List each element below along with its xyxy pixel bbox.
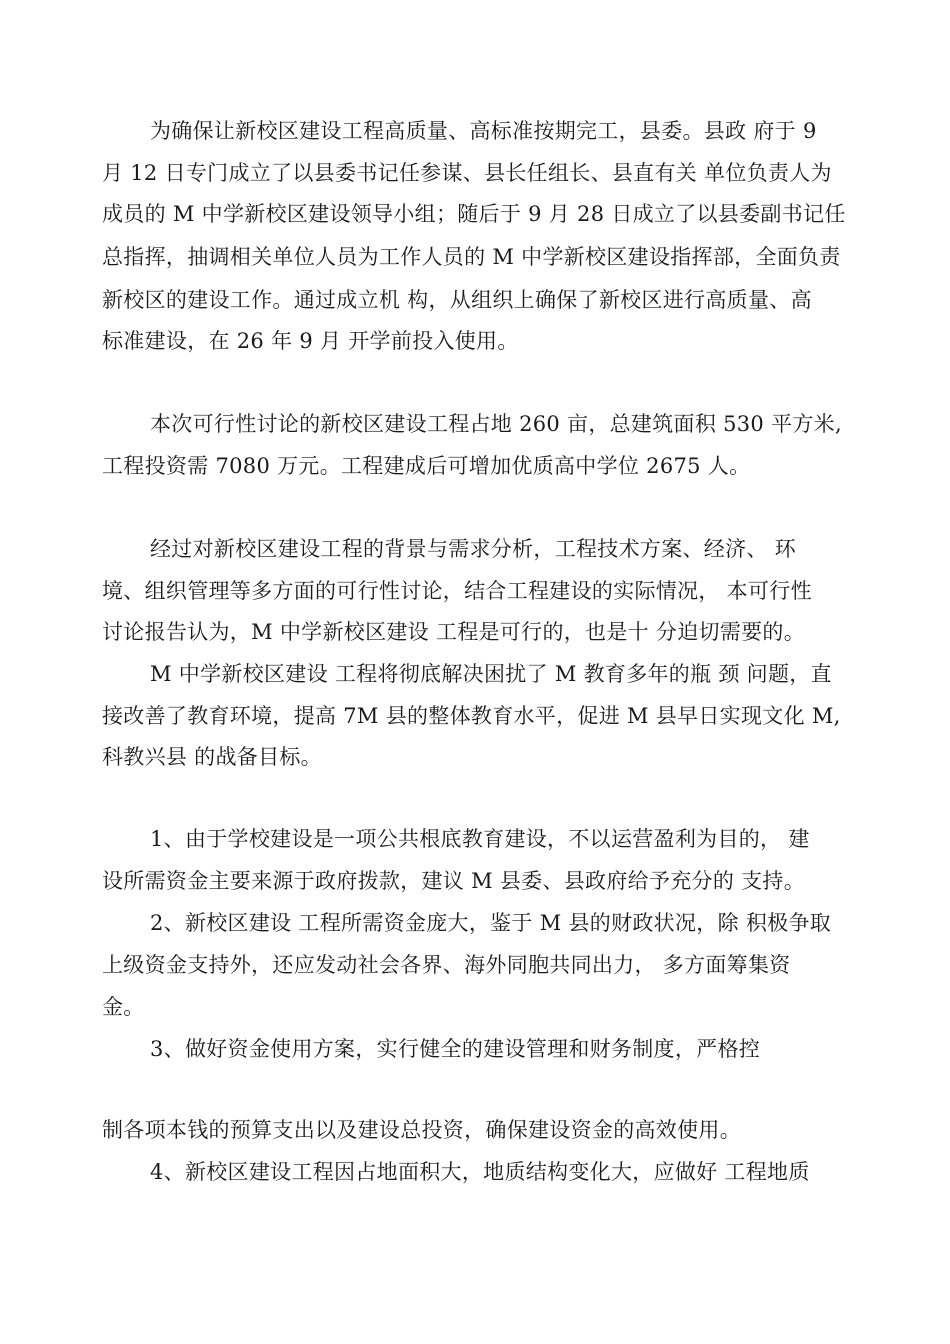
- paragraph-line: 2、新校区建设 工程所需资金庞大，鉴于 M 县的财政状况，除 积极争取: [150, 911, 832, 935]
- paragraph-line: 经过对新校区建设工程的背景与需求分析，工程技术方案、经济、 环: [150, 537, 796, 561]
- paragraph-line: 金。: [102, 995, 145, 1019]
- paragraph-line: 境、组织管理等多方面的可行性讨论，结合工程建设的实际情况， 本可行性: [102, 579, 812, 603]
- paragraph-line: M 中学新校区建设 工程将彻底解决困扰了 M 教育多年的瓶 颈 问题，直: [150, 662, 832, 686]
- paragraph-line: 4、新校区建设工程因占地面积大，地质结构变化大，应做好 工程地质: [150, 1160, 810, 1184]
- paragraph-line: 工程投资需 7080 万元。工程建成后可增加优质高中学位 2675 人。: [102, 454, 751, 478]
- paragraph-line: 1、由于学校建设是一项公共根底教育建设，不以运营盈利为目的， 建: [150, 827, 810, 851]
- paragraph-line: 讨论报告认为，M 中学新校区建设 工程是可行的，也是十 分迫切需要的。: [102, 620, 806, 644]
- paragraph-line: 设所需资金主要来源于政府拨款，建议 M 县委、县政府给予充分的 支持。: [102, 869, 806, 893]
- paragraph-line: 总指挥，抽调相关单位人员为工作人员的 M 中学新校区建设指挥部，全面负责: [102, 245, 841, 269]
- paragraph-line: 成员的 M 中学新校区建设领导小组；随后于 9 月 28 日成立了以县委副书记任: [102, 202, 846, 226]
- paragraph-line: 为确保让新校区建设工程高质量、高标准按期完工，县委。县政 府于 9: [150, 119, 817, 143]
- paragraph-line: 标准建设，在 26 年 9 月 开学前投入使用。: [102, 329, 519, 353]
- paragraph-line: 制各项本钱的预算支出以及建设总投资，确保建设资金的高效使用。: [102, 1118, 741, 1142]
- paragraph-line: 本次可行性讨论的新校区建设工程占地 260 亩，总建筑面积 530 平方米,: [150, 412, 842, 436]
- paragraph-line: 上级资金支持外，还应发动社会各界、海外同胞共同出力， 多方面筹集资: [102, 953, 791, 977]
- paragraph-line: 科教兴县 的战备目标。: [102, 745, 322, 769]
- paragraph-line: 月 12 日专门成立了以县委书记任参谋、县长任组长、县直有关 单位负责人为: [102, 161, 832, 185]
- paragraph-line: 3、做好资金使用方案，实行健全的建设管理和财务制度，严格控: [150, 1037, 761, 1061]
- paragraph-line: 新校区的建设工作。通过成立机 构，从组织上确保了新校区进行高质量、高: [102, 288, 812, 312]
- paragraph-line: 接改善了教育环境，提高 7M 县的整体教育水平，促进 M 县早日实现文化 M,: [102, 704, 841, 728]
